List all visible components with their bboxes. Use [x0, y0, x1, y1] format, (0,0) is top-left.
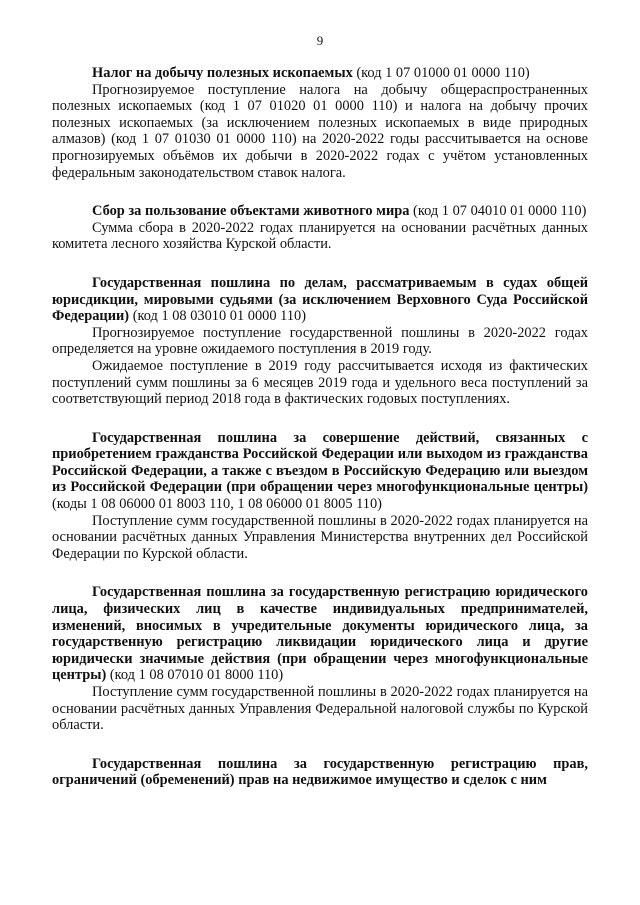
section-heading: [52, 65, 588, 82]
section-heading: [52, 756, 588, 789]
section-citizenship-duty: [52, 430, 588, 563]
heading-code: (коды 1 08 06000 01 8003 110, 1 08 06000 01 8005 110): [52, 496, 382, 513]
section-wildlife-fee: [52, 203, 588, 253]
heading-title: Сбор за пользование объектами животного мира: [92, 203, 410, 220]
section-heading: [52, 203, 588, 220]
heading-title: Государственная пошлина за государственную регистрацию прав, ограничений (обременений) прав на недвижимое имущество и сделок с ним: [52, 755, 588, 789]
heading-title: Государственная пошлина по делам, рассматриваемым в судах общей юрисдикции, мировыми судьями (за исключением Верховного Суда Российской Федерации): [52, 274, 588, 325]
section-mineral-tax: [52, 65, 588, 181]
heading-code: (код 1 08 03010 01 0000 110): [129, 308, 307, 325]
paragraph: Поступление сумм государственной пошлины в 2020-2022 годах планируется на основании расчётных данных Управления Федеральной налоговой службы по Курской области.: [52, 684, 588, 734]
section-heading: [52, 430, 588, 513]
section-property-rights-duty: [52, 756, 588, 789]
page-number: 9: [316, 33, 324, 48]
paragraph: Сумма сбора в 2020-2022 годах планируется на основании расчётных данных комитета лесного хозяйства Курской области.: [52, 219, 588, 253]
section-legal-entity-duty: [52, 584, 588, 733]
heading-code: (код 1 07 04010 01 0000 110): [409, 203, 587, 220]
paragraph: Ожидаемое поступление в 2019 году рассчитывается исходя из фактических поступлений сумм пошлины за 6 месяцев 2019 года и удельного веса поступлений за соответствующий период 2018 года в фактических годовых поступлениях.: [52, 357, 588, 408]
section-heading: [52, 275, 588, 325]
section-court-duty: [52, 275, 588, 408]
paragraph: Прогнозируемое поступление государственной пошлины в 2020-2022 годах определяется на уровне ожидаемого поступления в 2019 году.: [52, 324, 588, 358]
heading-code: (код 1 08 07010 01 8000 110): [106, 667, 284, 684]
heading-title: Государственная пошлина за государственную регистрацию юридического лица, физических лиц в качестве индивидуальных предпринимателей, изменений, вносимых в учредительные документы юридического лица, за государственную регистрацию ликвидации юридического лица и другие юридически значимые действия (при обращении через многофункциональные центры): [52, 584, 588, 684]
heading-code: (код 1 07 01000 01 0000 110): [352, 65, 530, 81]
heading-title: Налог на добычу полезных ископаемых: [92, 65, 353, 81]
section-heading: [52, 584, 588, 684]
paragraph: Прогнозируемое поступление налога на добычу общераспространенных полезных ископаемых (код 1 07 01020 01 0000 110) и налога на добычу прочих полезных ископаемых (за исключением полезных ископаемых в виде природных алмазов) (код 1 07 01030 01 0000 110) на 2020-2022 годы рассчитывается на основе прогнозируемых объёмов их добычи в 2020-2022 годах с учётом установленных федеральным законодательством ставок налога.: [52, 81, 588, 181]
paragraph: Поступление сумм государственной пошлины в 2020-2022 годах планируется на основании расчётных данных Управления Министерства внутренних дел Российской Федерации по Курской области.: [52, 512, 588, 562]
heading-title: Государственная пошлина за совершение действий, связанных с приобретением гражданства Российской Федерации или выходом из гражданства Российской Федерации, а также с въездом в Российскую Федерацию или выездом из Российской Федерации (при обращении через многофункциональные центры): [52, 429, 588, 496]
